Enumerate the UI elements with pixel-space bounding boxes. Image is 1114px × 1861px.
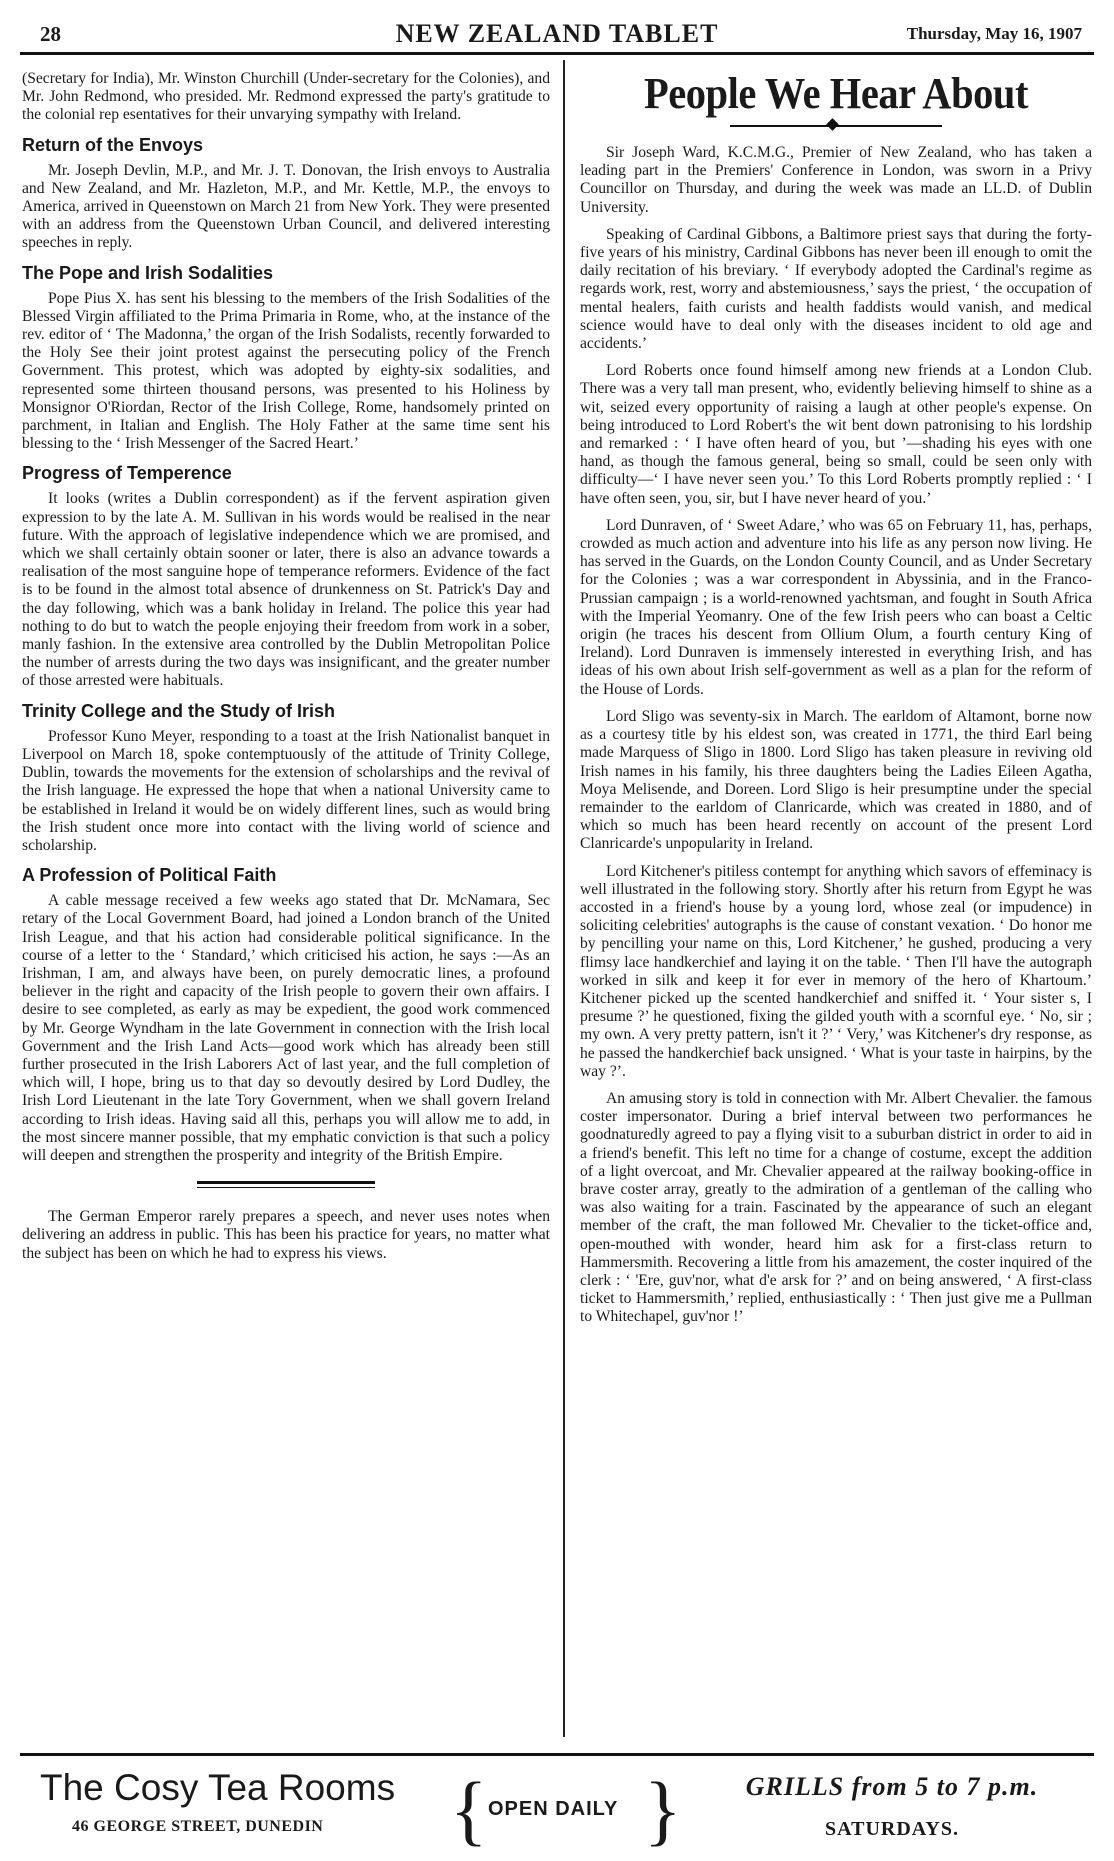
issue-date: Thursday, May 16, 1907 <box>906 24 1082 43</box>
feature-paragraph: Lord Sligo was seventy-six in March. The earldom of Altamont, borne now as a courtesy title by his eldest son, was created in 1771, the third Earl being made Marquess of Sligo in 1800. Lord Sligo has taken pleasure in reviving old Irish names in his family, his three daughters being the Ladies Eileen Agatha, Moya Melisende, and Doreen. Lord Sligo is heir presumptine under the special remainder to the earldom of Clanricarde, which was created in 1880, and of which so much has been heard recently on account of the present Lord Clanricarde's unpopularity in Ireland. <box>580 707 1092 853</box>
feature-paragraph: Lord Kitchener's pitiless contempt for anything which savors of effeminacy is well illustrated in the following story. Shortly after his return from Egypt he was accosted in a friend's house by a young lord, whose zeal (or impudence) in soliciting celebrities' autographs is the cause of constant vexation. ‘ Do honor me by pencilling your name on this, Lord Kitchener,’ he gushed, producing a very flimsy lace handkerchief and laying it on the table. ‘ Then I'll have the autograph worked in silk and keep it for ever in memory of the hero of Khartoum.’ Kitchener picked up the scented handkerchief and sniffed it. ‘ Your sister s, I presume ?’ he questioned, fixing the gilded youth with a scornful eye. ‘ No, sir ; my own. A very pretty pattern, isn't it ?’ ‘ Very,’ was Kitchener's dry response, as he passed the handkerchief back unsigned. ‘ What is your taste in hairpins, by the way ?’. <box>580 862 1092 1080</box>
closing-paragraph: The German Emperor rarely prepares a speech, and never uses notes when delivering an address in public. This has been his practice for years, no matter what the subject has been on which he had to express his views. <box>22 1208 550 1262</box>
article-paragraph: It looks (writes a Dublin correspondent) as if the fervent aspiration given expression to by the late A. M. Sullivan in his words would be realised in the near future. With the approach of legislative independence which we are promised, and which we shall certainly obtain sooner or later, there is also an advance towards a realisation of the most sanguine hope of temperance reformers. Evidence of the fact is to be found in the almost total absence of drunkenness on St. Patrick's Day and the day following, which was a bank holiday in Ireland. The police this year had nothing to do but to watch the people enjoying their freedom from work in a sober, manly fashion. In the extensive area controlled by the Dublin Metropolitan Police the number of arrests during the two days was insignificant, and the greater number of those arrested were habituals. <box>22 490 550 690</box>
feature-paragraph: Lord Roberts once found himself among new friends at a London Club. There was a very tall man present, who, evidently believing himself to shine as a wit, seized every opportunity of raising a laugh at other people's expense. On being introduced to Lord Robert's the wit bent down patronising to his lordship and remarked : ‘ I have often heard of you, but ’—shading his eyes with one hand, as though the famous general, being so small, could be seen only with difficulty—‘ I have never seen you.’ To this Lord Roberts promptly replied : ‘ I have often seen, you, sir, but I have never heard of you.’ <box>580 362 1092 507</box>
header-rule <box>20 52 1094 55</box>
left-column <box>22 70 550 1272</box>
article-paragraph: Professor Kuno Meyer, responding to a toast at the Irish Nationalist banquet in Liverpool on March 18, spoke contemptuously of the attitude of Trinity College, Dublin, towards the movements for the extension of scholarships and the revival of the Irish language. He expressed the hope that when a national University came to be established in Ireland it would be on widely different lines, such as would bring the Irish student once more into contact with the living world of science and scholarship. <box>22 727 550 854</box>
section-heading: Trinity College and the Study of Irish <box>22 700 336 721</box>
advertisement <box>22 1766 1092 1856</box>
column-divider <box>563 60 565 1737</box>
title-ornament <box>580 120 1092 132</box>
section-heading: A Profession of Political Faith <box>22 865 277 886</box>
right-column <box>580 70 1092 1336</box>
feature-paragraph: An amusing story is told in connection with Mr. Albert Chevalier. the famous coster impersonator. During a brief interval between two performances he goodnaturedly agreed to pay a flying visit to a suburban district in order to aid in a friend's benefit. This left no time for a change of costume, except the addition of a light overcoat, and Mr. Chevalier appeared at the railway booking-office in brave coster array, greatly to the admiration of a gentleman of the calling who was also waiting for a train. Fascinated by the appearance of such an elegant member of the craft, the man followed Mr. Chevalier to the ticket-office and, open-mouthed with wonder, heard him ask for a first-class return to Hammersmith. Recovering a little from his amazement, the coster inquired of the clerk : ‘ 'Ere, guv'nor, what d'e arsk for ?’ and on being answered, ‘ A first-class ticket to Hammersmith,’ replied, enthusiastically : ‘ Then just give me a Pullman to Whitechapel, guv'nor !’ <box>580 1089 1092 1326</box>
ad-address: 46 GEORGE STREET, DUNEDIN <box>72 1818 324 1835</box>
section-separator <box>197 1181 375 1188</box>
ad-saturdays: SATURDAYS. <box>825 1818 959 1840</box>
intro-paragraph: (Secretary for India), Mr. Winston Churchill (Under-secretary for the Colonies), and Mr. John Redmond, who presided. Mr. Redmond expressed the party's gratitude to the colonial rep esentatives for their unvarying sympathy with Ireland. <box>22 70 550 124</box>
diamond-ornament-icon <box>826 118 839 131</box>
ad-grills-hours: GRILLS from 5 to 7 p.m. <box>745 1772 1039 1801</box>
article-paragraph: Mr. Joseph Devlin, M.P., and Mr. J. T. Donovan, the Irish envoys to Australia and New Zealand, and Mr. Hazleton, M.P., and Mr. Kettle, M.P., the envoys to America, arrived in Queenstown on March 21 from New York. They were presented with an address from the Queenstown Urban Council, and delivered interesting speeches in reply. <box>22 161 550 252</box>
feature-paragraph: Speaking of Cardinal Gibbons, a Baltimore priest says that during the forty-five years of his ministry, Cardinal Gibbons has never been ill enough to omit the daily recitation of his breviary. ‘ If everybody adopted the Cardinal's regime as regards work, rest, worry and abstemiousness,’ says the priest, ‘ the occupation of mental healers, faith curists and health faddists would vanish, and medical science would have to deal only with the diseases incident to old age and accidents.’ <box>580 225 1092 353</box>
left-brace-icon: { <box>450 1766 488 1853</box>
page-number: 28 <box>40 22 61 46</box>
ad-business-name: The Cosy Tea Rooms <box>40 1767 396 1808</box>
section-heading: Return of the Envoys <box>22 134 204 155</box>
publication-title: NEW ZEALAND TABLET <box>395 19 719 48</box>
feature-paragraph: Sir Joseph Ward, K.C.M.G., Premier of New Zealand, who has taken a leading part in the Premiers' Conference in London, was sworn in a Privy Councillor on Thursday, and during the week was made an LL.D. of Dublin University. <box>580 144 1092 216</box>
ad-open-daily: OPEN DAILY <box>488 1798 619 1820</box>
right-brace-icon: } <box>644 1766 682 1853</box>
section-heading: Progress of Temperence <box>22 463 232 484</box>
article-paragraph: A cable message received a few weeks ago stated that Dr. McNamara, Sec retary of the Local Government Board, had joined a London branch of the United Irish League, and that his action had considerable political significance. In the course of a letter to the ‘ Standard,’ which criticised his action, he says :—As an Irishman, I am, and always have been, on purely democratic lines, a profound believer in the right and capacity of the Irish people to govern their own affairs. I desire to see completed, as early as may be expedient, the good work commenced by Mr. George Wyndham in the late Government in connection with the Irish local Government and the Irish Land Acts—good work which has already been still further prosecuted in the Irish Laborers Act of last year, and the full completion of which will, I hope, bring us to that day so devoutly desired by Lord Dudley, the Irish Lord Lieutenant in the late Tory Government, when we shall govern Ireland according to Irish ideas. Having said all this, perhaps you will allow me to add, in the most sincere manner possible, that my emphatic conviction is that such a policy will deepen and strengthen the prosperity and integrity of the British Empire. <box>22 892 550 1164</box>
section-heading: The Pope and Irish Sodalities <box>22 262 274 283</box>
article-paragraph: Pope Pius X. has sent his blessing to the members of the Irish Sodalities of the Blessed Virgin affiliated to the Prima Primaria in Rome, who, at the instance of the rev. editor of ‘ The Madonna,’ the organ of the Irish Sodalists, recently forwarded to the Holy See their joint protest against the persecuting policy of the French Government. This protest, which was adopted by eighty-six sodalities, and represented some thirteen thousand persons, was presented to his Holiness by Monsignor O'Riordan, Rector of the Irish College, Rome, handsomely printed on parchment, in Italian and English. The Holy Father at the same time sent his blessing to the ‘ Irish Messenger of the Sacred Heart.’ <box>22 289 550 453</box>
feature-title: People We Hear About <box>644 69 1028 118</box>
feature-paragraph: Lord Dunraven, of ‘ Sweet Adare,’ who was 65 on February 11, has, perhaps, crowded as much action and adventure into his life as any person now living. He has served in the Guards, on the London County Council, and as Under Secretary for the Colonies ; was a war correspondent in Abyssinia, and in the Franco-Prussian campaign ; is a world-renowned yachtsman, and fought in South Africa with the Imperial Yeomanry. One of the few Irish peers who can boast a Celtic origin (he traces his descent from Ollium Olum, a fourth century King of Ireland). Lord Dunraven is immensely interested in everything Irish, and has ideas of his own about Irish self-government as well as a plan for the reform of the House of Lords. <box>580 516 1092 698</box>
footer-rule <box>20 1753 1094 1756</box>
page-header <box>22 18 1092 48</box>
